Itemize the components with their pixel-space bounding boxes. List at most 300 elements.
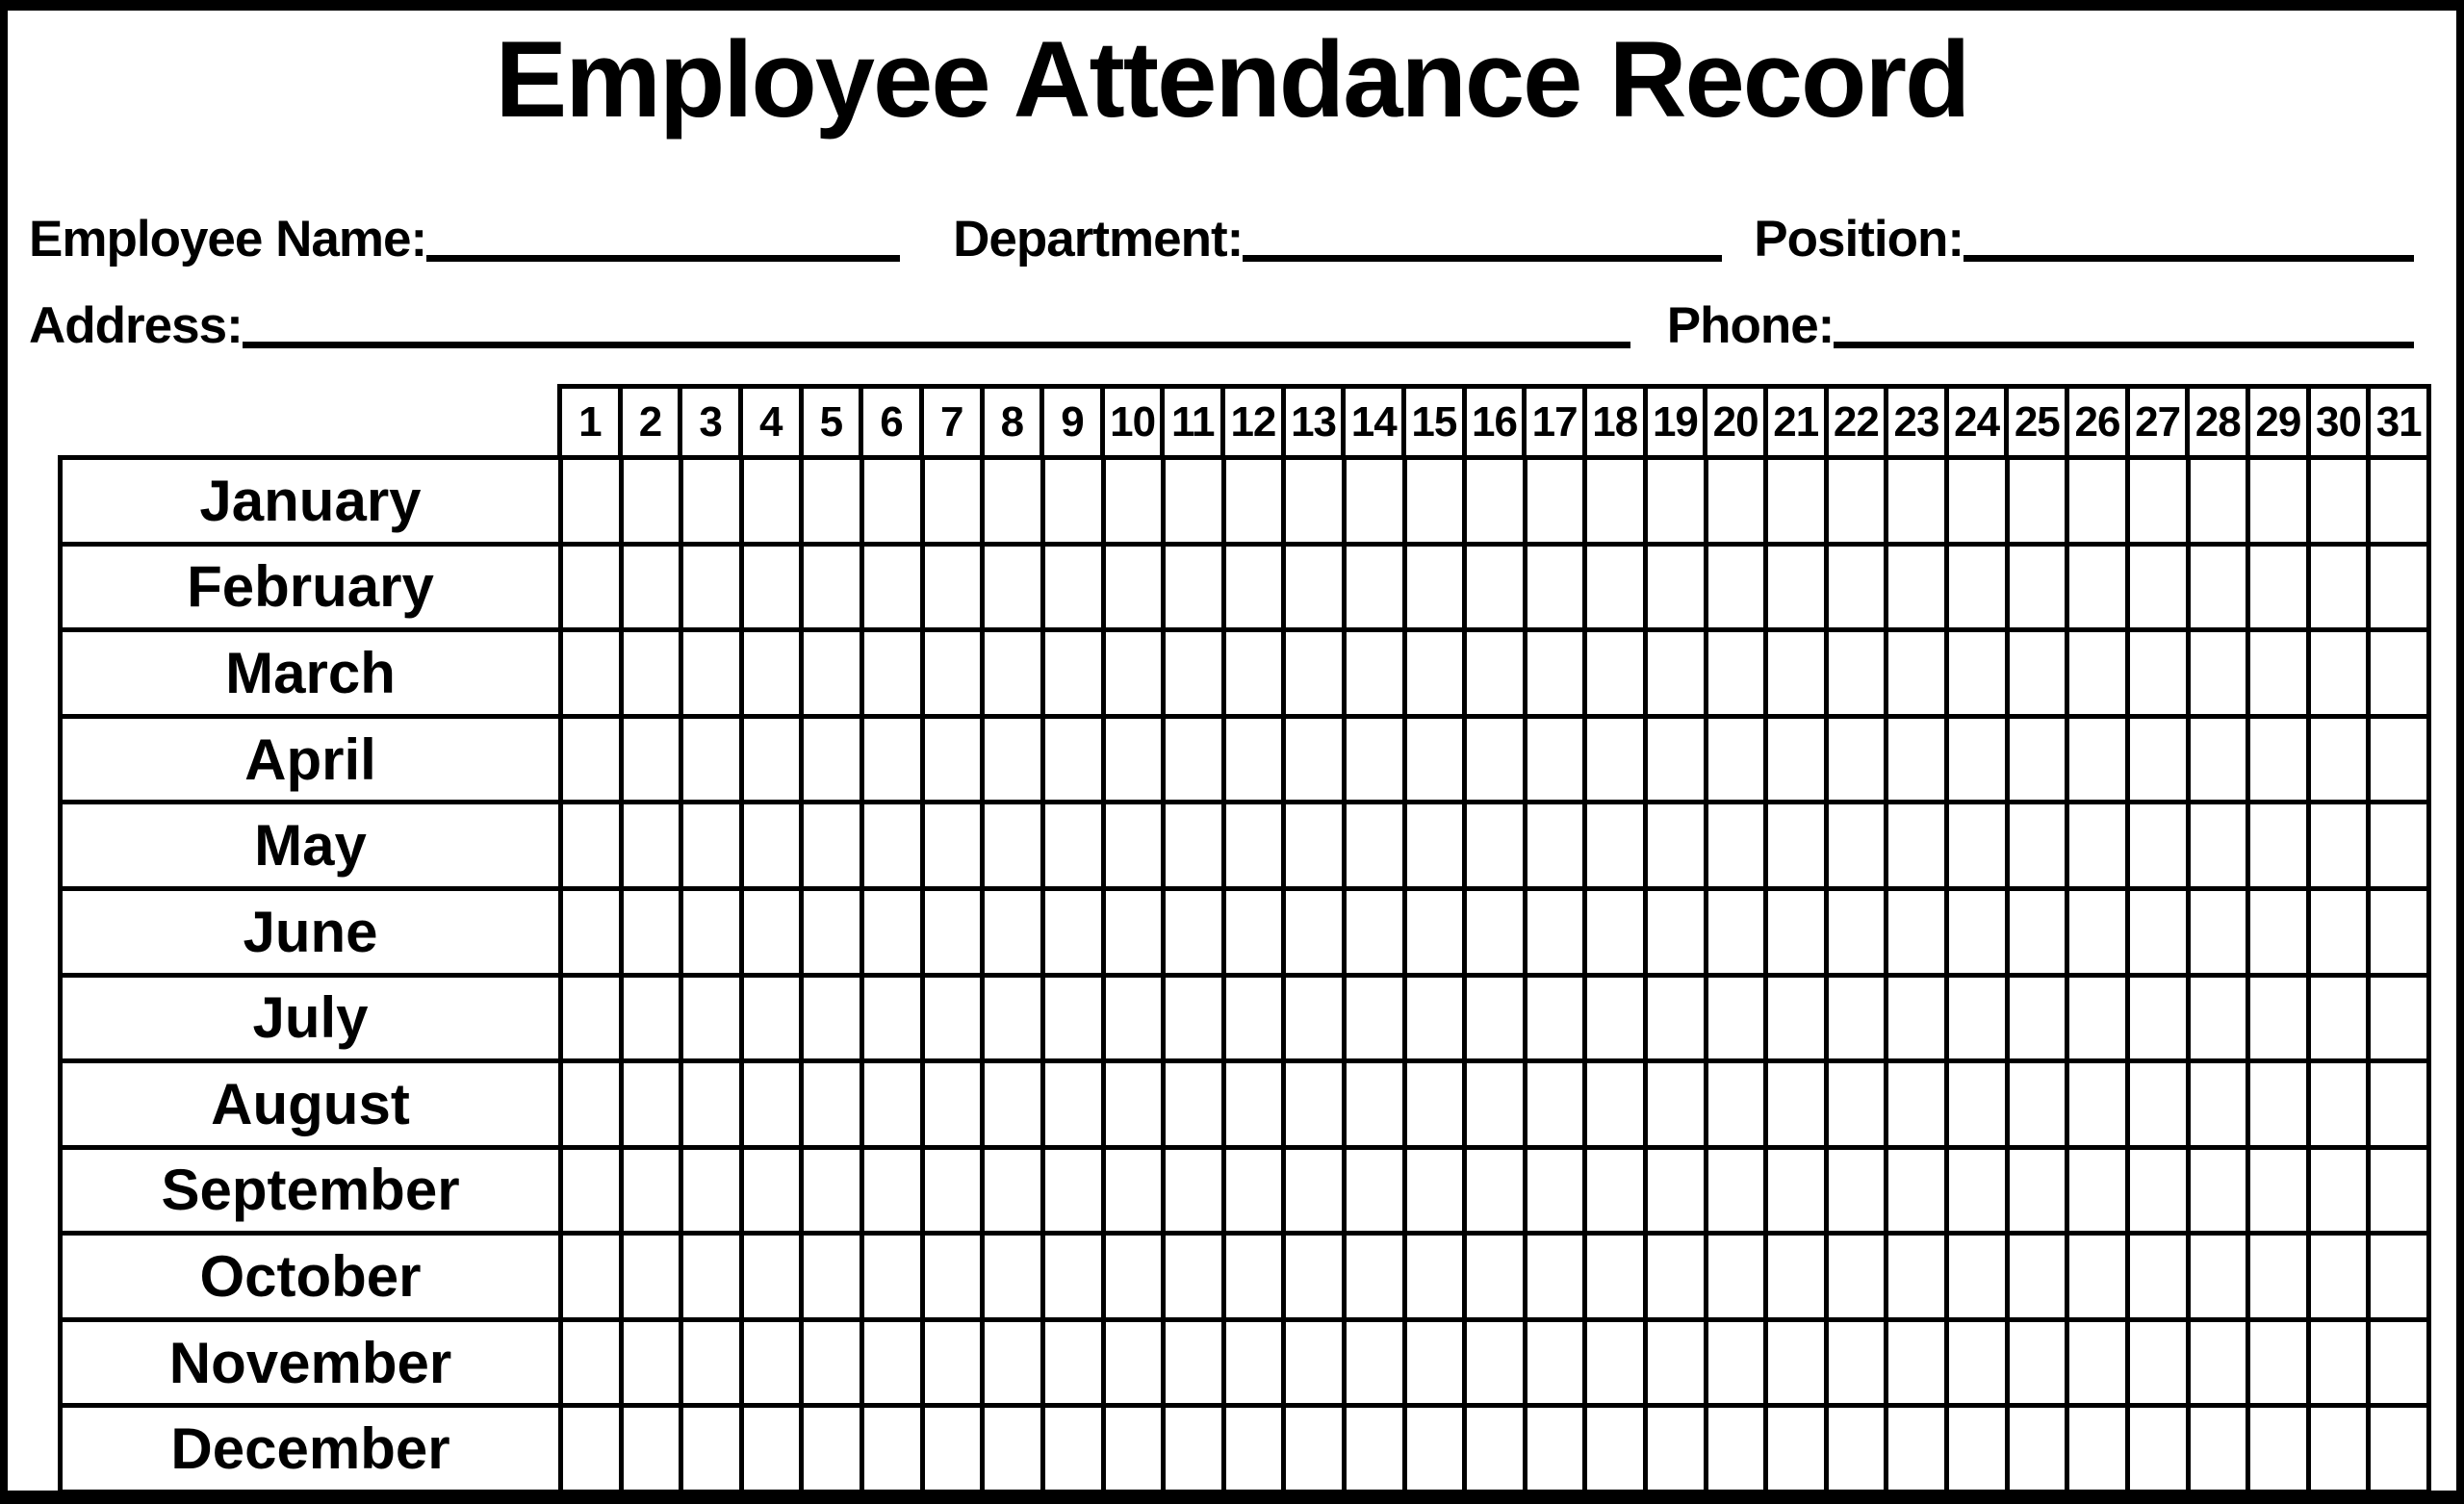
attendance-cell[interactable] bbox=[624, 547, 680, 628]
attendance-cell[interactable] bbox=[1648, 632, 1704, 714]
attendance-cell[interactable] bbox=[2191, 1150, 2246, 1232]
attendance-cell[interactable] bbox=[744, 1236, 800, 1317]
attendance-cell[interactable] bbox=[1648, 1322, 1704, 1404]
attendance-cell[interactable] bbox=[2191, 1063, 2246, 1145]
attendance-cell[interactable] bbox=[683, 547, 739, 628]
attendance-cell[interactable] bbox=[2069, 1150, 2125, 1232]
attendance-cell[interactable] bbox=[2069, 978, 2125, 1059]
attendance-cell[interactable] bbox=[985, 460, 1040, 542]
attendance-cell[interactable] bbox=[2250, 460, 2306, 542]
attendance-cell[interactable] bbox=[624, 719, 680, 801]
attendance-cell[interactable] bbox=[1708, 1322, 1764, 1404]
attendance-cell[interactable] bbox=[1829, 1408, 1885, 1490]
attendance-cell[interactable] bbox=[2191, 804, 2246, 886]
attendance-cell[interactable] bbox=[1587, 978, 1643, 1059]
attendance-cell[interactable] bbox=[1286, 1322, 1342, 1404]
attendance-cell[interactable] bbox=[1949, 547, 2005, 628]
attendance-cell[interactable] bbox=[1347, 1236, 1402, 1317]
attendance-cell[interactable] bbox=[2311, 1408, 2367, 1490]
attendance-cell[interactable] bbox=[925, 1063, 981, 1145]
attendance-cell[interactable] bbox=[925, 891, 981, 973]
attendance-cell[interactable] bbox=[1045, 1322, 1101, 1404]
attendance-cell[interactable] bbox=[1829, 1236, 1885, 1317]
attendance-cell[interactable] bbox=[1166, 1322, 1221, 1404]
attendance-cell[interactable] bbox=[1407, 547, 1463, 628]
attendance-cell[interactable] bbox=[683, 978, 739, 1059]
attendance-cell[interactable] bbox=[2130, 1063, 2186, 1145]
attendance-cell[interactable] bbox=[1527, 1150, 1583, 1232]
attendance-cell[interactable] bbox=[925, 632, 981, 714]
attendance-cell[interactable] bbox=[2250, 1150, 2306, 1232]
attendance-cell[interactable] bbox=[1166, 891, 1221, 973]
attendance-cell[interactable] bbox=[2250, 804, 2306, 886]
attendance-cell[interactable] bbox=[1467, 1063, 1523, 1145]
attendance-cell[interactable] bbox=[1888, 804, 1944, 886]
attendance-cell[interactable] bbox=[864, 978, 920, 1059]
attendance-cell[interactable] bbox=[2010, 460, 2066, 542]
attendance-cell[interactable] bbox=[2010, 547, 2066, 628]
attendance-cell[interactable] bbox=[2250, 1322, 2306, 1404]
attendance-cell[interactable] bbox=[2311, 1322, 2367, 1404]
attendance-cell[interactable] bbox=[1347, 719, 1402, 801]
attendance-cell[interactable] bbox=[1166, 460, 1221, 542]
attendance-cell[interactable] bbox=[1106, 1063, 1162, 1145]
attendance-cell[interactable] bbox=[1708, 891, 1764, 973]
attendance-cell[interactable] bbox=[683, 804, 739, 886]
attendance-cell[interactable] bbox=[2311, 1063, 2367, 1145]
attendance-cell[interactable] bbox=[1045, 547, 1101, 628]
attendance-cell[interactable] bbox=[2130, 1150, 2186, 1232]
attendance-cell[interactable] bbox=[1166, 632, 1221, 714]
attendance-cell[interactable] bbox=[563, 1063, 619, 1145]
attendance-cell[interactable] bbox=[1648, 1236, 1704, 1317]
attendance-cell[interactable] bbox=[2130, 804, 2186, 886]
attendance-cell[interactable] bbox=[985, 1150, 1040, 1232]
attendance-cell[interactable] bbox=[1166, 1408, 1221, 1490]
attendance-cell[interactable] bbox=[1648, 460, 1704, 542]
attendance-cell[interactable] bbox=[744, 804, 800, 886]
attendance-cell[interactable] bbox=[624, 804, 680, 886]
attendance-cell[interactable] bbox=[1587, 1236, 1643, 1317]
attendance-cell[interactable] bbox=[864, 891, 920, 973]
attendance-cell[interactable] bbox=[1286, 632, 1342, 714]
attendance-cell[interactable] bbox=[2069, 1236, 2125, 1317]
attendance-cell[interactable] bbox=[624, 978, 680, 1059]
attendance-cell[interactable] bbox=[1106, 632, 1162, 714]
attendance-cell[interactable] bbox=[864, 460, 920, 542]
attendance-cell[interactable] bbox=[1045, 719, 1101, 801]
attendance-cell[interactable] bbox=[2311, 460, 2367, 542]
attendance-cell[interactable] bbox=[744, 1322, 800, 1404]
attendance-cell[interactable] bbox=[1045, 460, 1101, 542]
attendance-cell[interactable] bbox=[1106, 460, 1162, 542]
attendance-cell[interactable] bbox=[2371, 719, 2426, 801]
attendance-cell[interactable] bbox=[1587, 1063, 1643, 1145]
attendance-cell[interactable] bbox=[1527, 460, 1583, 542]
attendance-cell[interactable] bbox=[2130, 632, 2186, 714]
attendance-cell[interactable] bbox=[1045, 1236, 1101, 1317]
attendance-cell[interactable] bbox=[1286, 460, 1342, 542]
attendance-cell[interactable] bbox=[1347, 632, 1402, 714]
attendance-cell[interactable] bbox=[1648, 719, 1704, 801]
attendance-cell[interactable] bbox=[1286, 1408, 1342, 1490]
attendance-cell[interactable] bbox=[1106, 719, 1162, 801]
attendance-cell[interactable] bbox=[2371, 804, 2426, 886]
attendance-cell[interactable] bbox=[1106, 1322, 1162, 1404]
attendance-cell[interactable] bbox=[1648, 1150, 1704, 1232]
attendance-cell[interactable] bbox=[1949, 891, 2005, 973]
attendance-cell[interactable] bbox=[2010, 1408, 2066, 1490]
attendance-cell[interactable] bbox=[2311, 1150, 2367, 1232]
attendance-cell[interactable] bbox=[1708, 547, 1764, 628]
attendance-cell[interactable] bbox=[1888, 632, 1944, 714]
attendance-cell[interactable] bbox=[1226, 1236, 1282, 1317]
attendance-cell[interactable] bbox=[1949, 804, 2005, 886]
attendance-cell[interactable] bbox=[864, 719, 920, 801]
attendance-cell[interactable] bbox=[683, 1236, 739, 1317]
attendance-cell[interactable] bbox=[2191, 632, 2246, 714]
attendance-cell[interactable] bbox=[1226, 1150, 1282, 1232]
attendance-cell[interactable] bbox=[1407, 1063, 1463, 1145]
attendance-cell[interactable] bbox=[2371, 547, 2426, 628]
attendance-cell[interactable] bbox=[2069, 632, 2125, 714]
attendance-cell[interactable] bbox=[744, 1408, 800, 1490]
attendance-cell[interactable] bbox=[804, 1236, 860, 1317]
attendance-cell[interactable] bbox=[1888, 719, 1944, 801]
phone-fill-line[interactable] bbox=[1834, 342, 2414, 348]
attendance-cell[interactable] bbox=[2010, 1236, 2066, 1317]
attendance-cell[interactable] bbox=[1829, 891, 1885, 973]
attendance-cell[interactable] bbox=[1708, 460, 1764, 542]
attendance-cell[interactable] bbox=[1888, 1322, 1944, 1404]
attendance-cell[interactable] bbox=[2010, 1322, 2066, 1404]
attendance-cell[interactable] bbox=[1407, 719, 1463, 801]
attendance-cell[interactable] bbox=[1768, 978, 1824, 1059]
attendance-cell[interactable] bbox=[744, 632, 800, 714]
attendance-cell[interactable] bbox=[1829, 719, 1885, 801]
attendance-cell[interactable] bbox=[1045, 1150, 1101, 1232]
attendance-cell[interactable] bbox=[1888, 1150, 1944, 1232]
attendance-cell[interactable] bbox=[1587, 804, 1643, 886]
attendance-cell[interactable] bbox=[1226, 1408, 1282, 1490]
attendance-cell[interactable] bbox=[1166, 978, 1221, 1059]
attendance-cell[interactable] bbox=[1106, 1236, 1162, 1317]
attendance-cell[interactable] bbox=[1106, 978, 1162, 1059]
attendance-cell[interactable] bbox=[1467, 1408, 1523, 1490]
attendance-cell[interactable] bbox=[1045, 1063, 1101, 1145]
attendance-cell[interactable] bbox=[1226, 1063, 1282, 1145]
attendance-cell[interactable] bbox=[804, 1150, 860, 1232]
attendance-cell[interactable] bbox=[2130, 1408, 2186, 1490]
attendance-cell[interactable] bbox=[1527, 1063, 1583, 1145]
attendance-cell[interactable] bbox=[2010, 1150, 2066, 1232]
attendance-cell[interactable] bbox=[624, 460, 680, 542]
attendance-cell[interactable] bbox=[1045, 804, 1101, 886]
attendance-cell[interactable] bbox=[1648, 978, 1704, 1059]
attendance-cell[interactable] bbox=[2250, 1408, 2306, 1490]
attendance-cell[interactable] bbox=[864, 547, 920, 628]
attendance-cell[interactable] bbox=[985, 632, 1040, 714]
attendance-cell[interactable] bbox=[2311, 547, 2367, 628]
attendance-cell[interactable] bbox=[624, 632, 680, 714]
attendance-cell[interactable] bbox=[1286, 1063, 1342, 1145]
attendance-cell[interactable] bbox=[1347, 978, 1402, 1059]
attendance-cell[interactable] bbox=[1829, 1063, 1885, 1145]
attendance-cell[interactable] bbox=[1347, 1150, 1402, 1232]
attendance-cell[interactable] bbox=[1347, 547, 1402, 628]
attendance-cell[interactable] bbox=[1045, 632, 1101, 714]
attendance-cell[interactable] bbox=[1286, 547, 1342, 628]
attendance-cell[interactable] bbox=[683, 1322, 739, 1404]
attendance-cell[interactable] bbox=[1467, 632, 1523, 714]
attendance-cell[interactable] bbox=[1888, 978, 1944, 1059]
attendance-cell[interactable] bbox=[1829, 978, 1885, 1059]
position-fill-line[interactable] bbox=[1964, 255, 2414, 262]
attendance-cell[interactable] bbox=[925, 1322, 981, 1404]
attendance-cell[interactable] bbox=[2130, 1236, 2186, 1317]
attendance-cell[interactable] bbox=[1527, 804, 1583, 886]
attendance-cell[interactable] bbox=[744, 1063, 800, 1145]
attendance-cell[interactable] bbox=[2250, 891, 2306, 973]
attendance-cell[interactable] bbox=[683, 891, 739, 973]
attendance-cell[interactable] bbox=[1829, 1150, 1885, 1232]
attendance-cell[interactable] bbox=[2311, 978, 2367, 1059]
attendance-cell[interactable] bbox=[1949, 1150, 2005, 1232]
attendance-cell[interactable] bbox=[1467, 1150, 1523, 1232]
attendance-cell[interactable] bbox=[563, 804, 619, 886]
attendance-cell[interactable] bbox=[1888, 891, 1944, 973]
attendance-cell[interactable] bbox=[1648, 891, 1704, 973]
attendance-cell[interactable] bbox=[2191, 719, 2246, 801]
attendance-cell[interactable] bbox=[1888, 1408, 1944, 1490]
attendance-cell[interactable] bbox=[804, 547, 860, 628]
attendance-cell[interactable] bbox=[1407, 1408, 1463, 1490]
attendance-cell[interactable] bbox=[2371, 1150, 2426, 1232]
attendance-cell[interactable] bbox=[1166, 1063, 1221, 1145]
attendance-cell[interactable] bbox=[624, 1150, 680, 1232]
attendance-cell[interactable] bbox=[1286, 1150, 1342, 1232]
attendance-cell[interactable] bbox=[1407, 891, 1463, 973]
attendance-cell[interactable] bbox=[1829, 1322, 1885, 1404]
attendance-cell[interactable] bbox=[2069, 1408, 2125, 1490]
attendance-cell[interactable] bbox=[1527, 1236, 1583, 1317]
attendance-cell[interactable] bbox=[1949, 978, 2005, 1059]
attendance-cell[interactable] bbox=[1106, 547, 1162, 628]
attendance-cell[interactable] bbox=[1527, 978, 1583, 1059]
attendance-cell[interactable] bbox=[1226, 460, 1282, 542]
attendance-cell[interactable] bbox=[1166, 1236, 1221, 1317]
attendance-cell[interactable] bbox=[1708, 1408, 1764, 1490]
attendance-cell[interactable] bbox=[563, 1408, 619, 1490]
attendance-cell[interactable] bbox=[2130, 547, 2186, 628]
attendance-cell[interactable] bbox=[744, 978, 800, 1059]
attendance-cell[interactable] bbox=[1587, 719, 1643, 801]
attendance-cell[interactable] bbox=[2311, 632, 2367, 714]
attendance-cell[interactable] bbox=[2069, 804, 2125, 886]
attendance-cell[interactable] bbox=[1527, 547, 1583, 628]
attendance-cell[interactable] bbox=[864, 1236, 920, 1317]
attendance-cell[interactable] bbox=[1286, 1236, 1342, 1317]
attendance-cell[interactable] bbox=[2250, 1063, 2306, 1145]
attendance-cell[interactable] bbox=[1166, 804, 1221, 886]
attendance-cell[interactable] bbox=[1708, 978, 1764, 1059]
attendance-cell[interactable] bbox=[864, 1063, 920, 1145]
attendance-cell[interactable] bbox=[1407, 632, 1463, 714]
attendance-cell[interactable] bbox=[985, 1322, 1040, 1404]
attendance-cell[interactable] bbox=[1949, 632, 2005, 714]
attendance-cell[interactable] bbox=[925, 978, 981, 1059]
attendance-cell[interactable] bbox=[1587, 1150, 1643, 1232]
attendance-cell[interactable] bbox=[985, 978, 1040, 1059]
attendance-cell[interactable] bbox=[2311, 1236, 2367, 1317]
attendance-cell[interactable] bbox=[2371, 1063, 2426, 1145]
attendance-cell[interactable] bbox=[1829, 547, 1885, 628]
attendance-cell[interactable] bbox=[744, 460, 800, 542]
attendance-cell[interactable] bbox=[925, 1236, 981, 1317]
attendance-cell[interactable] bbox=[563, 719, 619, 801]
attendance-cell[interactable] bbox=[804, 460, 860, 542]
attendance-cell[interactable] bbox=[804, 1408, 860, 1490]
attendance-cell[interactable] bbox=[563, 632, 619, 714]
attendance-cell[interactable] bbox=[1226, 632, 1282, 714]
attendance-cell[interactable] bbox=[1347, 891, 1402, 973]
attendance-cell[interactable] bbox=[563, 891, 619, 973]
attendance-cell[interactable] bbox=[925, 547, 981, 628]
attendance-cell[interactable] bbox=[1286, 978, 1342, 1059]
attendance-cell[interactable] bbox=[2250, 547, 2306, 628]
attendance-cell[interactable] bbox=[804, 891, 860, 973]
attendance-cell[interactable] bbox=[1949, 719, 2005, 801]
attendance-cell[interactable] bbox=[1226, 978, 1282, 1059]
attendance-cell[interactable] bbox=[2130, 891, 2186, 973]
attendance-cell[interactable] bbox=[2191, 1408, 2246, 1490]
attendance-cell[interactable] bbox=[2311, 804, 2367, 886]
attendance-cell[interactable] bbox=[985, 1408, 1040, 1490]
attendance-cell[interactable] bbox=[1527, 719, 1583, 801]
attendance-cell[interactable] bbox=[1166, 1150, 1221, 1232]
attendance-cell[interactable] bbox=[2250, 978, 2306, 1059]
attendance-cell[interactable] bbox=[1407, 1322, 1463, 1404]
attendance-cell[interactable] bbox=[2191, 460, 2246, 542]
attendance-cell[interactable] bbox=[1407, 978, 1463, 1059]
attendance-cell[interactable] bbox=[1587, 891, 1643, 973]
attendance-cell[interactable] bbox=[1708, 804, 1764, 886]
attendance-cell[interactable] bbox=[2311, 891, 2367, 973]
attendance-cell[interactable] bbox=[2130, 978, 2186, 1059]
attendance-cell[interactable] bbox=[1467, 719, 1523, 801]
attendance-cell[interactable] bbox=[985, 719, 1040, 801]
attendance-cell[interactable] bbox=[2010, 719, 2066, 801]
attendance-cell[interactable] bbox=[1045, 891, 1101, 973]
attendance-cell[interactable] bbox=[563, 1150, 619, 1232]
attendance-cell[interactable] bbox=[925, 804, 981, 886]
attendance-cell[interactable] bbox=[1467, 547, 1523, 628]
attendance-cell[interactable] bbox=[1286, 891, 1342, 973]
attendance-cell[interactable] bbox=[2191, 1322, 2246, 1404]
attendance-cell[interactable] bbox=[2069, 547, 2125, 628]
department-fill-line[interactable] bbox=[1243, 255, 1722, 262]
attendance-cell[interactable] bbox=[2010, 891, 2066, 973]
attendance-cell[interactable] bbox=[744, 891, 800, 973]
attendance-cell[interactable] bbox=[1407, 460, 1463, 542]
attendance-cell[interactable] bbox=[2069, 460, 2125, 542]
attendance-cell[interactable] bbox=[1587, 460, 1643, 542]
attendance-cell[interactable] bbox=[804, 1063, 860, 1145]
attendance-cell[interactable] bbox=[2191, 978, 2246, 1059]
attendance-cell[interactable] bbox=[1467, 978, 1523, 1059]
attendance-cell[interactable] bbox=[683, 1063, 739, 1145]
attendance-cell[interactable] bbox=[1347, 1408, 1402, 1490]
attendance-cell[interactable] bbox=[925, 1150, 981, 1232]
attendance-cell[interactable] bbox=[1527, 1322, 1583, 1404]
attendance-cell[interactable] bbox=[2191, 891, 2246, 973]
attendance-cell[interactable] bbox=[804, 978, 860, 1059]
attendance-cell[interactable] bbox=[1106, 1408, 1162, 1490]
attendance-cell[interactable] bbox=[1768, 1236, 1824, 1317]
attendance-cell[interactable] bbox=[1226, 891, 1282, 973]
attendance-cell[interactable] bbox=[624, 1408, 680, 1490]
attendance-cell[interactable] bbox=[1888, 460, 1944, 542]
attendance-cell[interactable] bbox=[624, 891, 680, 973]
attendance-cell[interactable] bbox=[1708, 1063, 1764, 1145]
attendance-cell[interactable] bbox=[1226, 804, 1282, 886]
attendance-cell[interactable] bbox=[804, 804, 860, 886]
attendance-cell[interactable] bbox=[1587, 632, 1643, 714]
attendance-cell[interactable] bbox=[1888, 1236, 1944, 1317]
attendance-cell[interactable] bbox=[2130, 719, 2186, 801]
attendance-cell[interactable] bbox=[1106, 804, 1162, 886]
attendance-cell[interactable] bbox=[925, 460, 981, 542]
attendance-cell[interactable] bbox=[683, 1150, 739, 1232]
attendance-cell[interactable] bbox=[985, 804, 1040, 886]
attendance-cell[interactable] bbox=[563, 1236, 619, 1317]
attendance-cell[interactable] bbox=[925, 1408, 981, 1490]
attendance-cell[interactable] bbox=[1648, 804, 1704, 886]
attendance-cell[interactable] bbox=[1166, 719, 1221, 801]
attendance-cell[interactable] bbox=[2250, 719, 2306, 801]
attendance-cell[interactable] bbox=[2010, 804, 2066, 886]
attendance-cell[interactable] bbox=[1708, 1150, 1764, 1232]
attendance-cell[interactable] bbox=[2010, 978, 2066, 1059]
attendance-cell[interactable] bbox=[2130, 460, 2186, 542]
attendance-cell[interactable] bbox=[985, 547, 1040, 628]
attendance-cell[interactable] bbox=[1347, 460, 1402, 542]
attendance-cell[interactable] bbox=[1829, 632, 1885, 714]
attendance-cell[interactable] bbox=[1829, 460, 1885, 542]
attendance-cell[interactable] bbox=[804, 719, 860, 801]
attendance-cell[interactable] bbox=[1587, 547, 1643, 628]
attendance-cell[interactable] bbox=[1286, 719, 1342, 801]
attendance-cell[interactable] bbox=[1347, 804, 1402, 886]
attendance-cell[interactable] bbox=[1527, 632, 1583, 714]
attendance-cell[interactable] bbox=[1467, 891, 1523, 973]
attendance-cell[interactable] bbox=[1888, 1063, 1944, 1145]
attendance-cell[interactable] bbox=[1226, 1322, 1282, 1404]
attendance-cell[interactable] bbox=[624, 1236, 680, 1317]
attendance-cell[interactable] bbox=[1949, 460, 2005, 542]
attendance-cell[interactable] bbox=[744, 1150, 800, 1232]
attendance-cell[interactable] bbox=[1347, 1063, 1402, 1145]
attendance-cell[interactable] bbox=[2371, 632, 2426, 714]
attendance-cell[interactable] bbox=[1648, 1063, 1704, 1145]
attendance-cell[interactable] bbox=[683, 719, 739, 801]
attendance-cell[interactable] bbox=[2191, 1236, 2246, 1317]
attendance-cell[interactable] bbox=[2371, 978, 2426, 1059]
attendance-cell[interactable] bbox=[804, 1322, 860, 1404]
attendance-cell[interactable] bbox=[1106, 891, 1162, 973]
attendance-cell[interactable] bbox=[1527, 1408, 1583, 1490]
attendance-cell[interactable] bbox=[2010, 632, 2066, 714]
